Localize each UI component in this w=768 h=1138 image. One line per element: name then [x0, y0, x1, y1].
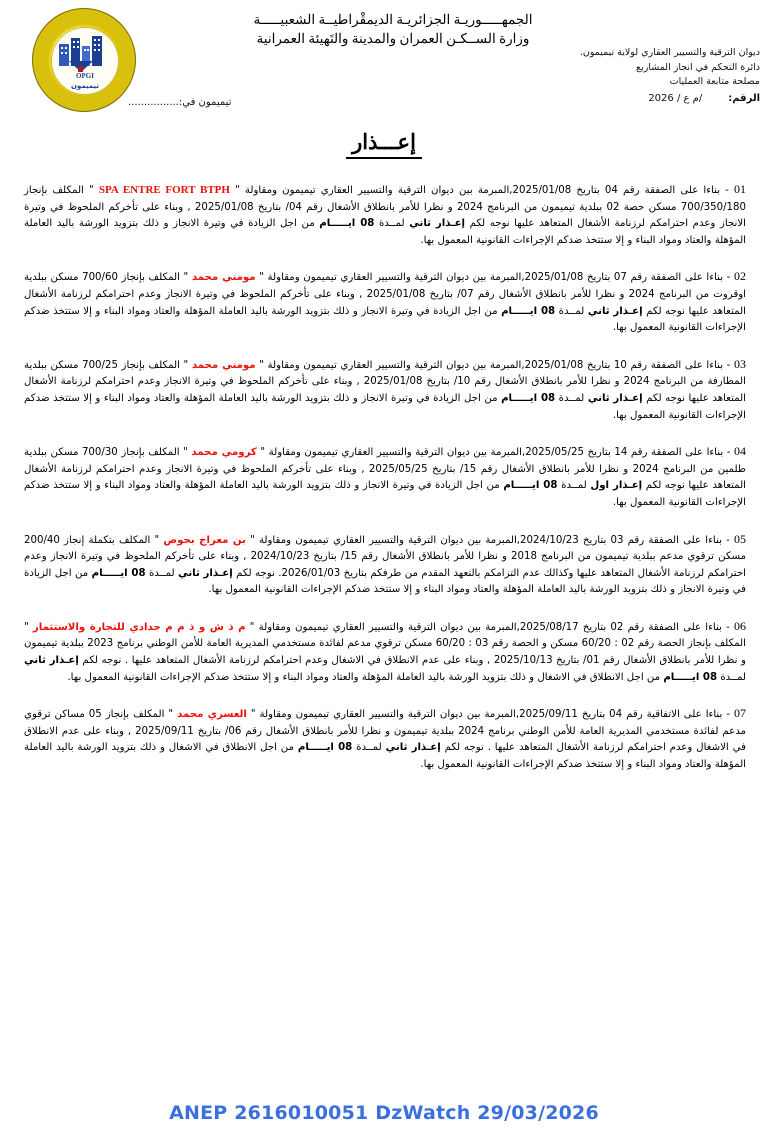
opgi-logo: [32, 8, 136, 112]
clause-01: [24, 181, 746, 249]
clause-text-segment: " المكلف بإنجاز 05 مساكن ترقوي مدعم لفائدة مستخدمي المديرية العامة للأمن الوطني برنامج 2024 ببلدية تيميمون و نظرا للأمر بانطلاق الأشغال رقم 06/ بتاريخ 2025/09/11 , وبناء على عدم الانطلاق في الاشغال وعدم احترامكم لرزنامة الأشغال المتعاهد عليها . نوجه لكم: [24, 709, 747, 754]
clause-text-segment: إعـذار اول: [590, 480, 643, 492]
clause-number: 04: [733, 444, 746, 459]
clause-text-segment: من اجل الزيادة في وتيرة الانجاز و ذلك بتزويد الورشة باليد العاملة المؤهلة والعتاد ومواد البناء و إلا ستتخذ ضدكم الإجراءات القانونية المعمول بها.: [24, 218, 746, 246]
clause-number: 05: [733, 531, 746, 546]
republic-line-1: الجمهـــــوريـة الجزائريـة الديمقْراطيــة الشعبيـــــة: [253, 12, 533, 27]
clause-text-segment: كرومي محمد: [191, 447, 257, 459]
clause-number: 07: [733, 706, 746, 721]
clause-text-segment: لمــدة: [555, 305, 588, 317]
clause-text-segment: - بناءا على الصفقة رقم 04 بتاريخ 2025/01/08,المبرمة بين ديوان الترقية والتسيير العقاري تيميمون ومقاولة ": [229, 185, 729, 196]
clause-text-segment: م ذ ش و ذ م م حدادي للتجارة والاستثمار: [32, 621, 246, 633]
buildings-icon: [57, 34, 113, 74]
clause-text-segment: - بناءا على الصفقة رقم 07 بتاريخ 2025/01/08,المبرمة بين ديوان الترقية والتسيير العقاري تيميمون ومقاولة ": [255, 272, 731, 284]
clause-text-segment: 08 ايـــــام: [501, 392, 556, 404]
clause-text-segment: " المكلف بإنجاز 700/60 مسكن ببلدية اوقروت من البرنامج 2024 و نظرا للأمر بانطلاق الأشغال رقم 07/ بتاريخ 2025/01/08 , وبناء على تأخركم الملحوظ في وتيرة الانجاز وعدم احترامكم لرزنامة الأشغال المتعاهد عليها نوجه لكم: [24, 272, 746, 317]
clause-text-segment: " المكلف بإنجاز 700/350/180 مسكن حصة 02 ببلدية تيميمون من البرنامج 2024 و نظرا للأمر بانطلاق الأشغال رقم 04/ بتاريخ 2025/01/08 , وبناء على تأخركم الملحوظ في وتيرة الانجاز وعدم احترامكم لرزنامة الأشغال المتعاهد عليها نوجه لكم: [24, 185, 746, 230]
document-header: [0, 0, 768, 122]
clause-02: [24, 268, 746, 336]
clause-text-segment: - بناءا على الصفقة رقم 02 بتاريخ 2025/08/17,المبرمة بين ديوان الترقية والتسيير العقاري تيميمون ومقاولة ": [245, 621, 730, 633]
clause-text-segment: إعـذار ثاني: [178, 567, 233, 579]
clause-text-segment: لمــدة: [352, 742, 386, 754]
clause-text-segment: SPA ENTRE FORT BTPH: [98, 184, 230, 196]
clause-number: 06: [734, 618, 746, 633]
clause-text-segment: " المكلف بإنجاز 700/30 مسكن ببلدية طلمين من البرنامج 2024 و نظرا للأمر بانطلاق الأشغال رقم 15/ بتاريخ 2025/05/25 , وبناء على تأخركم الملحوظ في وتيرة الانجاز وعدم احترامكم لرزنامة الأشغال المتعاهد عليها نوجه لكم: [24, 447, 747, 492]
office-line-1: ديوان الترقية والتسيير العقاري لولاية تيميمون.: [579, 47, 760, 58]
office-block: [520, 46, 760, 106]
seal-inner: [51, 27, 119, 95]
clause-text-segment: " المكلف بإنجاز الحصة رقم 02 : 60/20 مسكن و الحصة رقم 03 : 60/20 مسكن ترقوي مدعم لفائدة مستخدمي المديرية العامة للأمن الوطني برنامج 2023 ببلدية تيميمون و نظرا للأمر بانطلاق الأشغال رقم 01/ بتاريخ 2025/10/13 , وبناء على عدم الانطلاق في الاشغال وعدم احترامكم لرزنامة الأشغال المتعاهد عليها . نوجه لكم: [24, 621, 746, 667]
clause-07: [24, 705, 746, 773]
clause-03: [24, 356, 746, 424]
reference-label: الرقم:: [728, 92, 760, 104]
clause-text-segment: إعـذار ثاني: [409, 218, 466, 230]
clause-text-segment: من اجل الزيادة في وتيرة الانجاز و ذلك بتزويد الورشة باليد العاملة المؤهلة والعتاد ومواد البناء و إلا ستتخذ ضدكم الإجراءات القانونية المعمول بها.: [24, 567, 746, 596]
office-line-3: مصلحة متابعة العمليات: [669, 76, 760, 87]
clause-text-segment: - بناءا على الصفقة رقم 10 بتاريخ 2025/01/08,المبرمة بين ديوان الترقية والتسيير العقاري تيميمون ومقاولة ": [255, 359, 731, 371]
clause-text-segment: إعـذار ثاني: [587, 305, 643, 317]
national-heading: [178, 10, 608, 48]
clause-text-segment: من اجل الزيادة في وتيرة الانجاز و ذلك بتزويد الورشة باليد العاملة المؤهلة والعتاد ومواد البناء و إلا ستتخذ ضدكم الإجراءات القانونية المعمول بها.: [24, 305, 746, 334]
clause-text-segment: بن معراج بحوص: [163, 534, 246, 546]
clause-number: 02: [733, 269, 746, 284]
clause-text-segment: " المكلف بتكملة إنجاز 200/40 مسكن ترقوي مدعم ببلدية تيميمون من البرنامج 2018 و نظرا للأمر بانطلاق الأشغال رقم 15/ بتاريخ 2024/10/23 , وبناء على تأخركم الملحوظ في وتيرة الانجاز وعدم احترامكم لرزنامة الأشغال المتعاهد عليها وكذالك عدم التزامكم بالتعهد المقدم من طرفكم بتاريخ 2026/01/03. نوجه لكم: [24, 534, 746, 579]
clause-text-segment: " المكلف بإنجاز 700/25 مسكن ببلدية المطارفة من البرنامج 2024 و نظرا للأمر بانطلاق الأشغال رقم 10/ بتاريخ 2025/01/08 , وبناء على تأخركم الملحوظ في وتيرة الانجاز وعدم احترامكم لرزنامة الأشغال المتعاهد عليها نوجه لكم: [24, 359, 746, 404]
clause-text-segment: لمــدة: [374, 218, 410, 230]
page-title: [0, 130, 768, 159]
seal-acronym: OPGI: [76, 72, 94, 80]
clause-text-segment: 08 ايـــــام: [663, 671, 718, 683]
clauses-container: [0, 181, 768, 774]
seal-city: تيميمون: [70, 82, 100, 90]
place-date-line: تيميمون في:................: [128, 97, 232, 108]
reference-value: /م ع / 2026: [648, 92, 703, 104]
clause-text-segment: 08 ايـــــام: [503, 480, 558, 492]
clause-05: [24, 531, 746, 599]
clause-04: [24, 443, 746, 511]
clause-text-segment: إعـذار ثاني: [385, 742, 441, 754]
clause-text-segment: من اجل الانطلاق في الاشغال و ذلك بتزويد الورشة باليد العاملة المؤهلة والعتاد ومواد البناء و إلا ستتخذ ضدكم الإجراءات القانونية المعمول بها.: [24, 742, 746, 771]
clause-text-segment: لمــدة: [557, 480, 591, 492]
clause-text-segment: إعـذار ثاني: [24, 655, 79, 667]
clause-text-segment: من اجل الزيادة في وتيرة الانجاز و ذلك بتزويد الورشة باليد العاملة المؤهلة والعتاد ومواد البناء و إلا ستتخذ ضدكم الإجراءات القانونية المعمول بها.: [24, 392, 746, 421]
clause-text-segment: 08 ايـــــام: [91, 567, 146, 579]
clause-text-segment: 08 ايـــــام: [319, 218, 375, 230]
republic-line-2: وزارة الســكـن العمران والمدينة والتَهيئة العمرانية: [256, 31, 530, 46]
anep-footer: [0, 1102, 768, 1124]
clause-text-segment: من اجل الزيادة في وتيرة الانجاز و ذلك بتزويد الورشة باليد العاملة المؤهلة والعتاد ومواد البناء و إلا ستتخذ ضدكم الإجراءات القانونية المعمول بها.: [24, 480, 746, 508]
anep-footer-text: ANEP 2616010051 DzWatch 29/03/2026: [169, 1102, 599, 1124]
clause-text-segment: 08 ايـــــام: [297, 742, 353, 754]
clause-text-segment: إعـذار ثاني: [587, 392, 643, 404]
clause-text-segment: - بناءا على الصفقة رقم 03 بتاريخ 2024/10/23,المبرمة بين ديوان الترقية والتسيير العقاري تيميمون ومقاولة ": [245, 534, 730, 546]
clause-text-segment: العسري محمد: [177, 709, 247, 721]
page-title-text: إعـــذار: [346, 130, 422, 159]
clause-text-segment: لمــدة: [717, 671, 746, 683]
clause-text-segment: لمــدة: [555, 392, 588, 404]
clause-text-segment: مومني محمد: [191, 359, 256, 371]
clause-number: 03: [733, 356, 746, 371]
clause-06: [24, 618, 746, 686]
clause-number: 01: [733, 182, 746, 196]
clause-text-segment: مومني محمد: [191, 272, 256, 284]
office-line-2: دائرة التحكم في انجاز المشاريع: [636, 61, 760, 73]
clause-text-segment: - بناءا على الصفقة رقم 14 بتاريخ 2025/05/25,المبرمة بين ديوان الترقية والتسيير العقاري تيميمون ومقاولة ": [256, 447, 731, 459]
clause-text-segment: من اجل الانطلاق في الاشغال و ذلك بتزويد الورشة باليد العاملة المؤهلة والعتاد ومواد البناء و إلا ستتخذ ضدكم الإجراءات القانونية المعمول بها.: [67, 671, 664, 683]
clause-text-segment: - بناءا على الاتفاقية رقم 04 بتاريخ 2025/09/11,المبرمة بين ديوان الترقية والتسيير العقاري تيميمون ومقاولة ": [246, 709, 730, 721]
clause-text-segment: 08 ايـــــام: [501, 305, 556, 317]
reference-row: [520, 92, 760, 107]
clause-text-segment: لمــدة: [145, 567, 179, 579]
